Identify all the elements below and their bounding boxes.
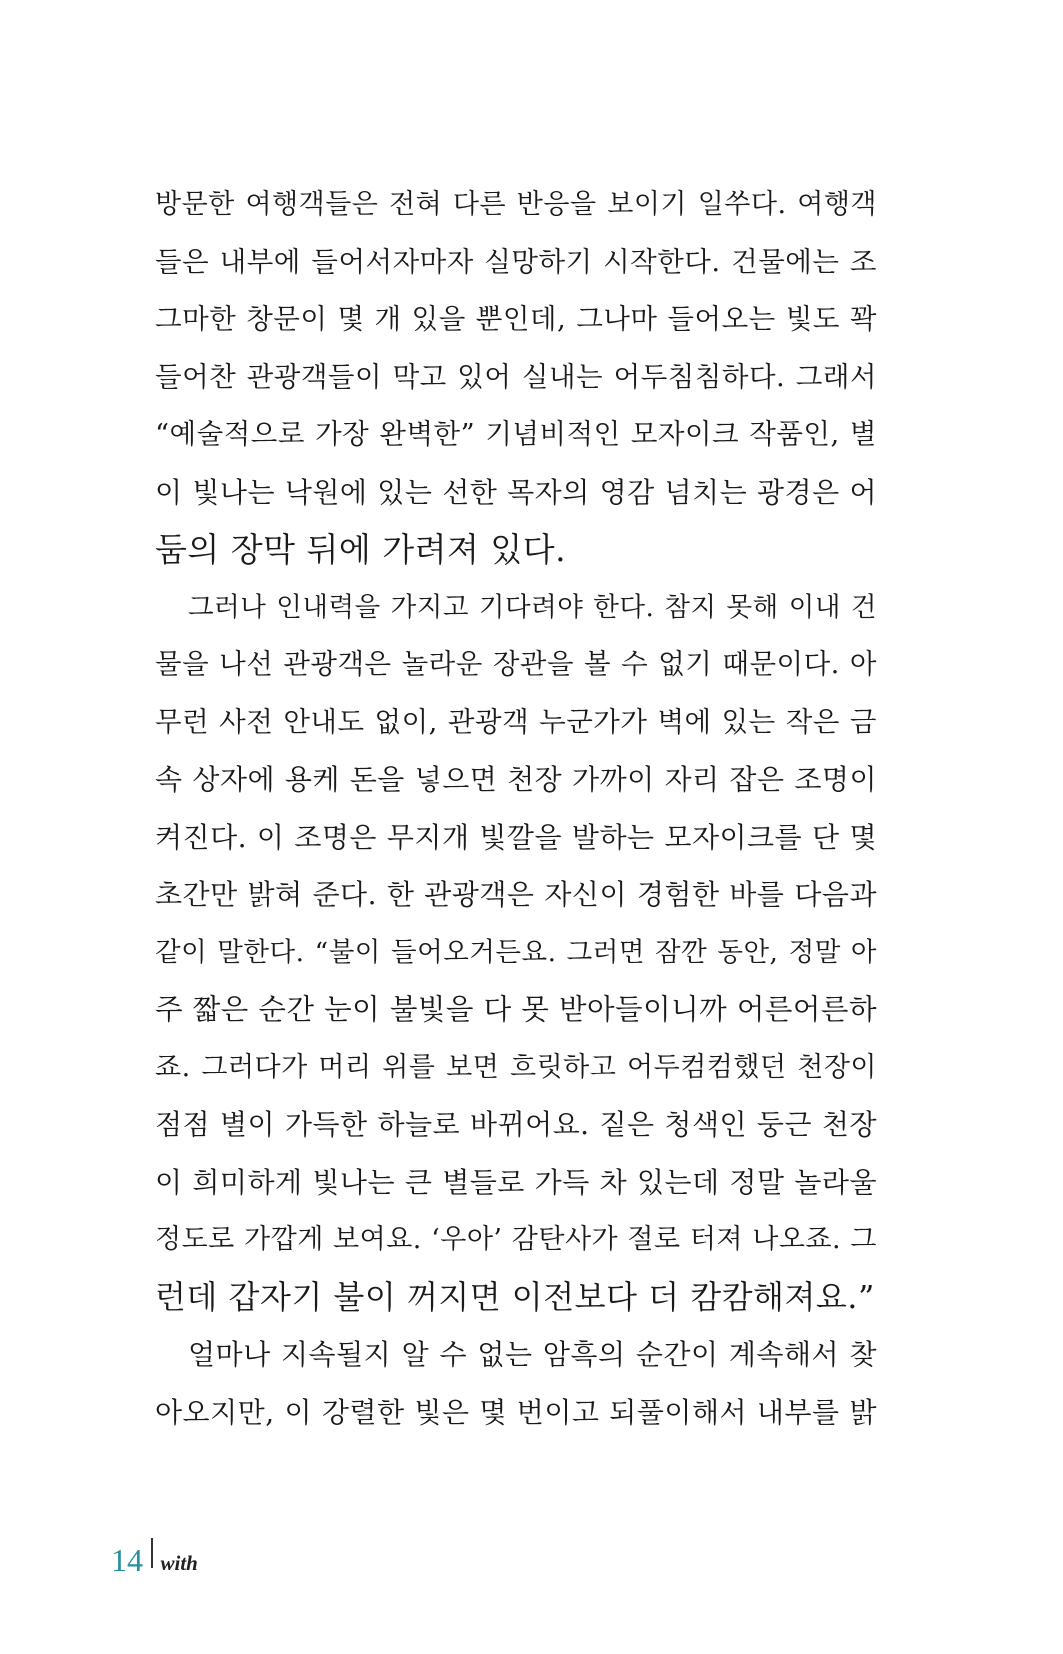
text-line: 같이 말한다. “불이 들어오거든요. 그러면 잠깐 동안, 정말 아 [155,936,877,968]
page-footer [111,1532,198,1576]
text-line: 그마한 창문이 몇 개 있을 뿐인데, 그나마 들어오는 빛도 꽉 [155,303,877,335]
text-line: 죠. 그러다가 머리 위를 보면 흐릿하고 어두컴컴했던 천장이 [155,1051,877,1083]
footer-divider [151,1538,153,1568]
text-line: 이 희미하게 빛나는 큰 별들로 가득 차 있는데 정말 놀라울 [155,1165,877,1199]
text-line: 물을 나선 관광객은 놀라운 장관을 볼 수 없기 때문이다. 아 [155,648,877,680]
text-line: 켜진다. 이 조명은 무지개 빛깔을 발하는 모자이크를 단 몇 [155,820,877,854]
text-line: 둠의 장막 뒤에 가려져 있다. [155,530,567,569]
text-line: 주 짧은 순간 눈이 불빛을 다 못 받아들이니까 어른어른하 [155,993,877,1026]
running-title: with [160,1551,198,1575]
text-line: “예술적으로 가장 완벽한” 기념비적인 모자이크 작품인, 별 [155,418,877,450]
paragraph-first-line: 얼마나 지속될지 알 수 없는 암흑의 순간이 계속해서 찾 [188,1338,877,1371]
text-line: 아오지만, 이 강렬한 빛은 몇 번이고 되풀이해서 내부를 밝 [155,1395,877,1429]
paragraph-first-line: 그러나 인내력을 가지고 기다려야 한다. 참지 못해 이내 건 [188,591,877,623]
text-line: 점점 별이 가득한 하늘로 바뀌어요. 짙은 청색인 둥근 천장 [155,1108,877,1141]
text-line: 들은 내부에 들어서자마자 실망하기 시작한다. 건물에는 조 [155,245,877,278]
body-text [155,176,877,1441]
text-line: 속 상자에 용케 돈을 넣으면 천장 가까이 자리 잡은 조명이 [155,763,877,796]
text-line: 들어찬 관광객들이 막고 있어 실내는 어두침침하다. 그래서 [155,360,877,393]
text-line: 런데 갑자기 불이 꺼지면 이전보다 더 캄캄해져요.” [155,1277,875,1316]
text-line: 방문한 여행객들은 전혀 다른 반응을 보이기 일쑤다. 여행객 [155,189,877,220]
page-number: 14 [111,1542,143,1578]
text-line: 정도로 가깝게 보여요. ‘우아’ 감탄사가 절로 터져 나오죠. 그 [155,1224,877,1255]
text-line: 무런 사전 안내도 없이, 관광객 누군가가 벽에 있는 작은 금 [155,705,877,738]
text-line: 이 빛나는 낙원에 있는 선한 목자의 영감 넘치는 광경은 어 [155,475,877,509]
text-line: 초간만 밝혀 준다. 한 관광객은 자신이 경험한 바를 다음과 [155,878,877,911]
